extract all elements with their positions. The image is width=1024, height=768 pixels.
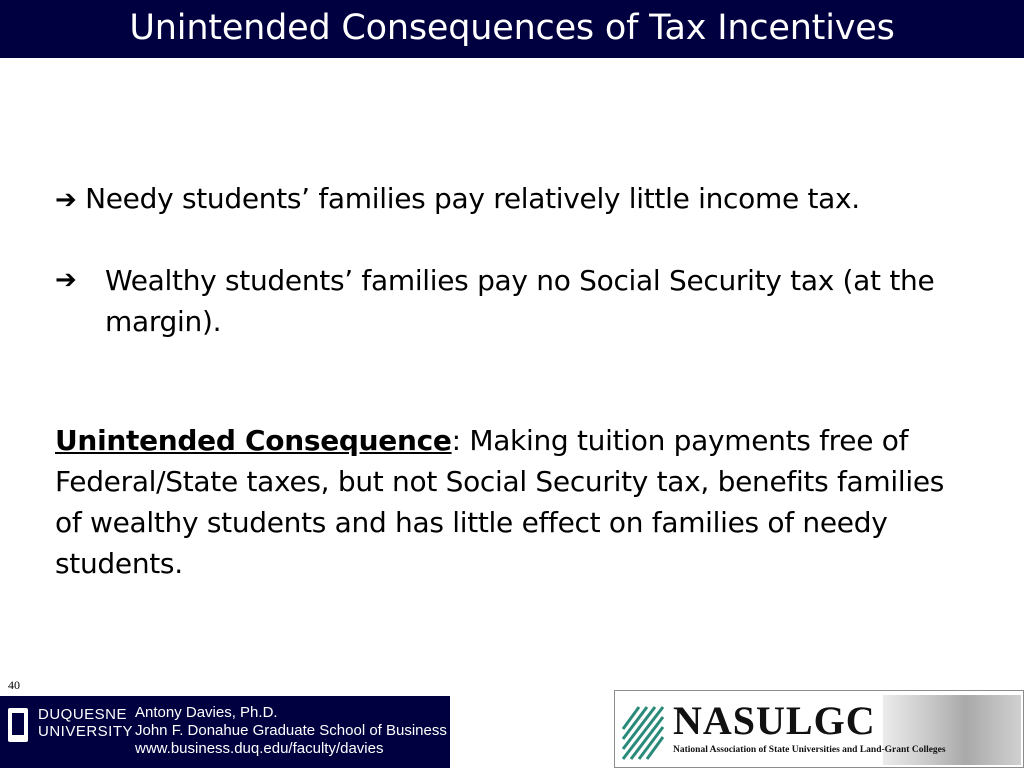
- duquesne-shield-icon: [8, 708, 28, 742]
- consequence-heading: Unintended Consequence: [55, 424, 452, 457]
- right-arrow-icon: ➔: [55, 265, 77, 295]
- author-info: [135, 704, 447, 758]
- faculty-url[interactable]: www.business.duq.edu/faculty/davies: [135, 740, 384, 757]
- nasulgc-name: NASULGC: [673, 698, 876, 743]
- author-name: Antony Davies, Ph.D.: [135, 704, 278, 721]
- bullet-text: Wealthy students’ families pay no Social Security tax (at the margin).: [105, 264, 935, 338]
- page-number: 40: [8, 678, 20, 692]
- university-line1: DUQUESNE: [38, 706, 128, 723]
- university-line2: UNIVERSITY: [38, 723, 134, 740]
- slide-title: Unintended Consequences of Tax Incentives: [129, 8, 895, 48]
- duquesne-footer: [0, 696, 450, 768]
- consequence-paragraph: [55, 420, 965, 584]
- school-name: John F. Donahue Graduate School of Business: [135, 722, 447, 739]
- nasulgc-footer: [614, 690, 1024, 768]
- duquesne-logo-text: [38, 706, 133, 740]
- title-bar: [0, 0, 1024, 58]
- bullet-text: Needy students’ families pay relatively little income tax.: [85, 182, 860, 215]
- nasulgc-full-name: National Association of State Universities and Land-Grant Colleges: [673, 745, 946, 755]
- bullet-item-needy: [55, 178, 860, 221]
- right-arrow-icon: ➔: [55, 185, 77, 215]
- consequence-text: : Making tuition payments free of Federal/State taxes, but not Social Security tax, benefits families of wealthy students and has little effect on families of needy students.: [55, 424, 945, 580]
- nasulgc-mark-icon: [621, 699, 665, 761]
